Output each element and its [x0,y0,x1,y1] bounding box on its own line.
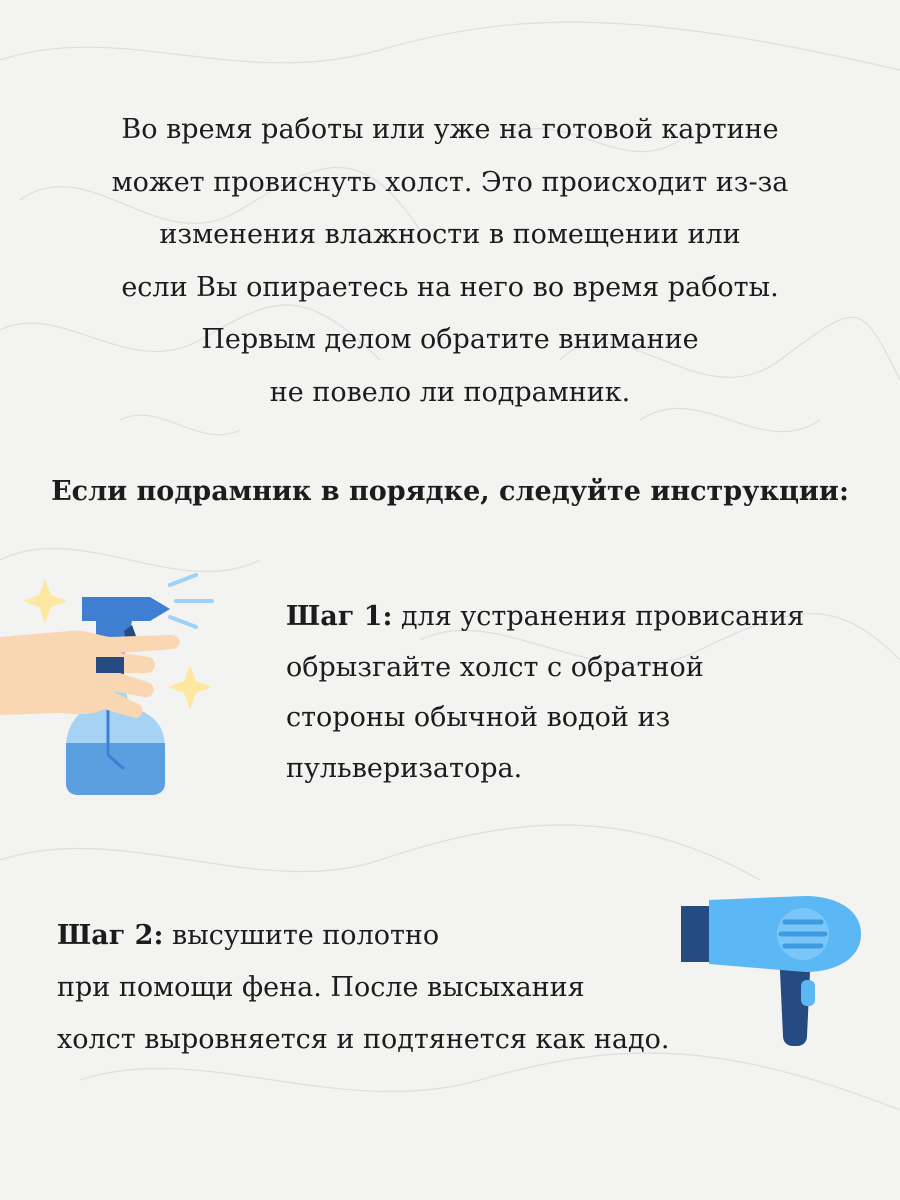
intro-line: Первым делом обратите внимание [201,324,699,355]
intro-line: не повело ли подрамник. [269,376,631,408]
sparkle-icon [23,579,67,623]
hair-dryer-icon [675,890,865,1050]
step-1-text [286,592,866,794]
step-1-label: Шаг 1: [286,601,393,632]
intro-line: Во время работы или уже на готовой картине [121,114,779,145]
intro-line: может провиснуть холст. Это происходит из-за [111,166,789,198]
step-1-line: обрызгайте холст с обратной [286,651,704,683]
instructions-heading: Если подрамник в порядке, следуйте инструкции: [51,476,849,507]
step-2-line: холст выровняется и подтянется как надо. [57,1024,670,1055]
step-2-text [57,910,737,1066]
step-2-line: высушите полотно [163,920,440,951]
intro-line: изменения влажности в помещении или [159,219,741,250]
intro-text [40,104,860,419]
step-2-label: Шаг 2: [57,920,164,951]
spray-bottle-icon [0,565,230,805]
step-2-line: при помощи фена. После высыхания [57,972,585,1003]
step-1-line: стороны обычной водой из [286,702,671,733]
intro-line: если Вы опираетесь на него во время работы. [121,271,779,303]
step-1-line: для устранения провисания [392,601,805,632]
sparkle-icon [168,665,212,709]
step-1-line: пульверизатора. [286,752,523,784]
